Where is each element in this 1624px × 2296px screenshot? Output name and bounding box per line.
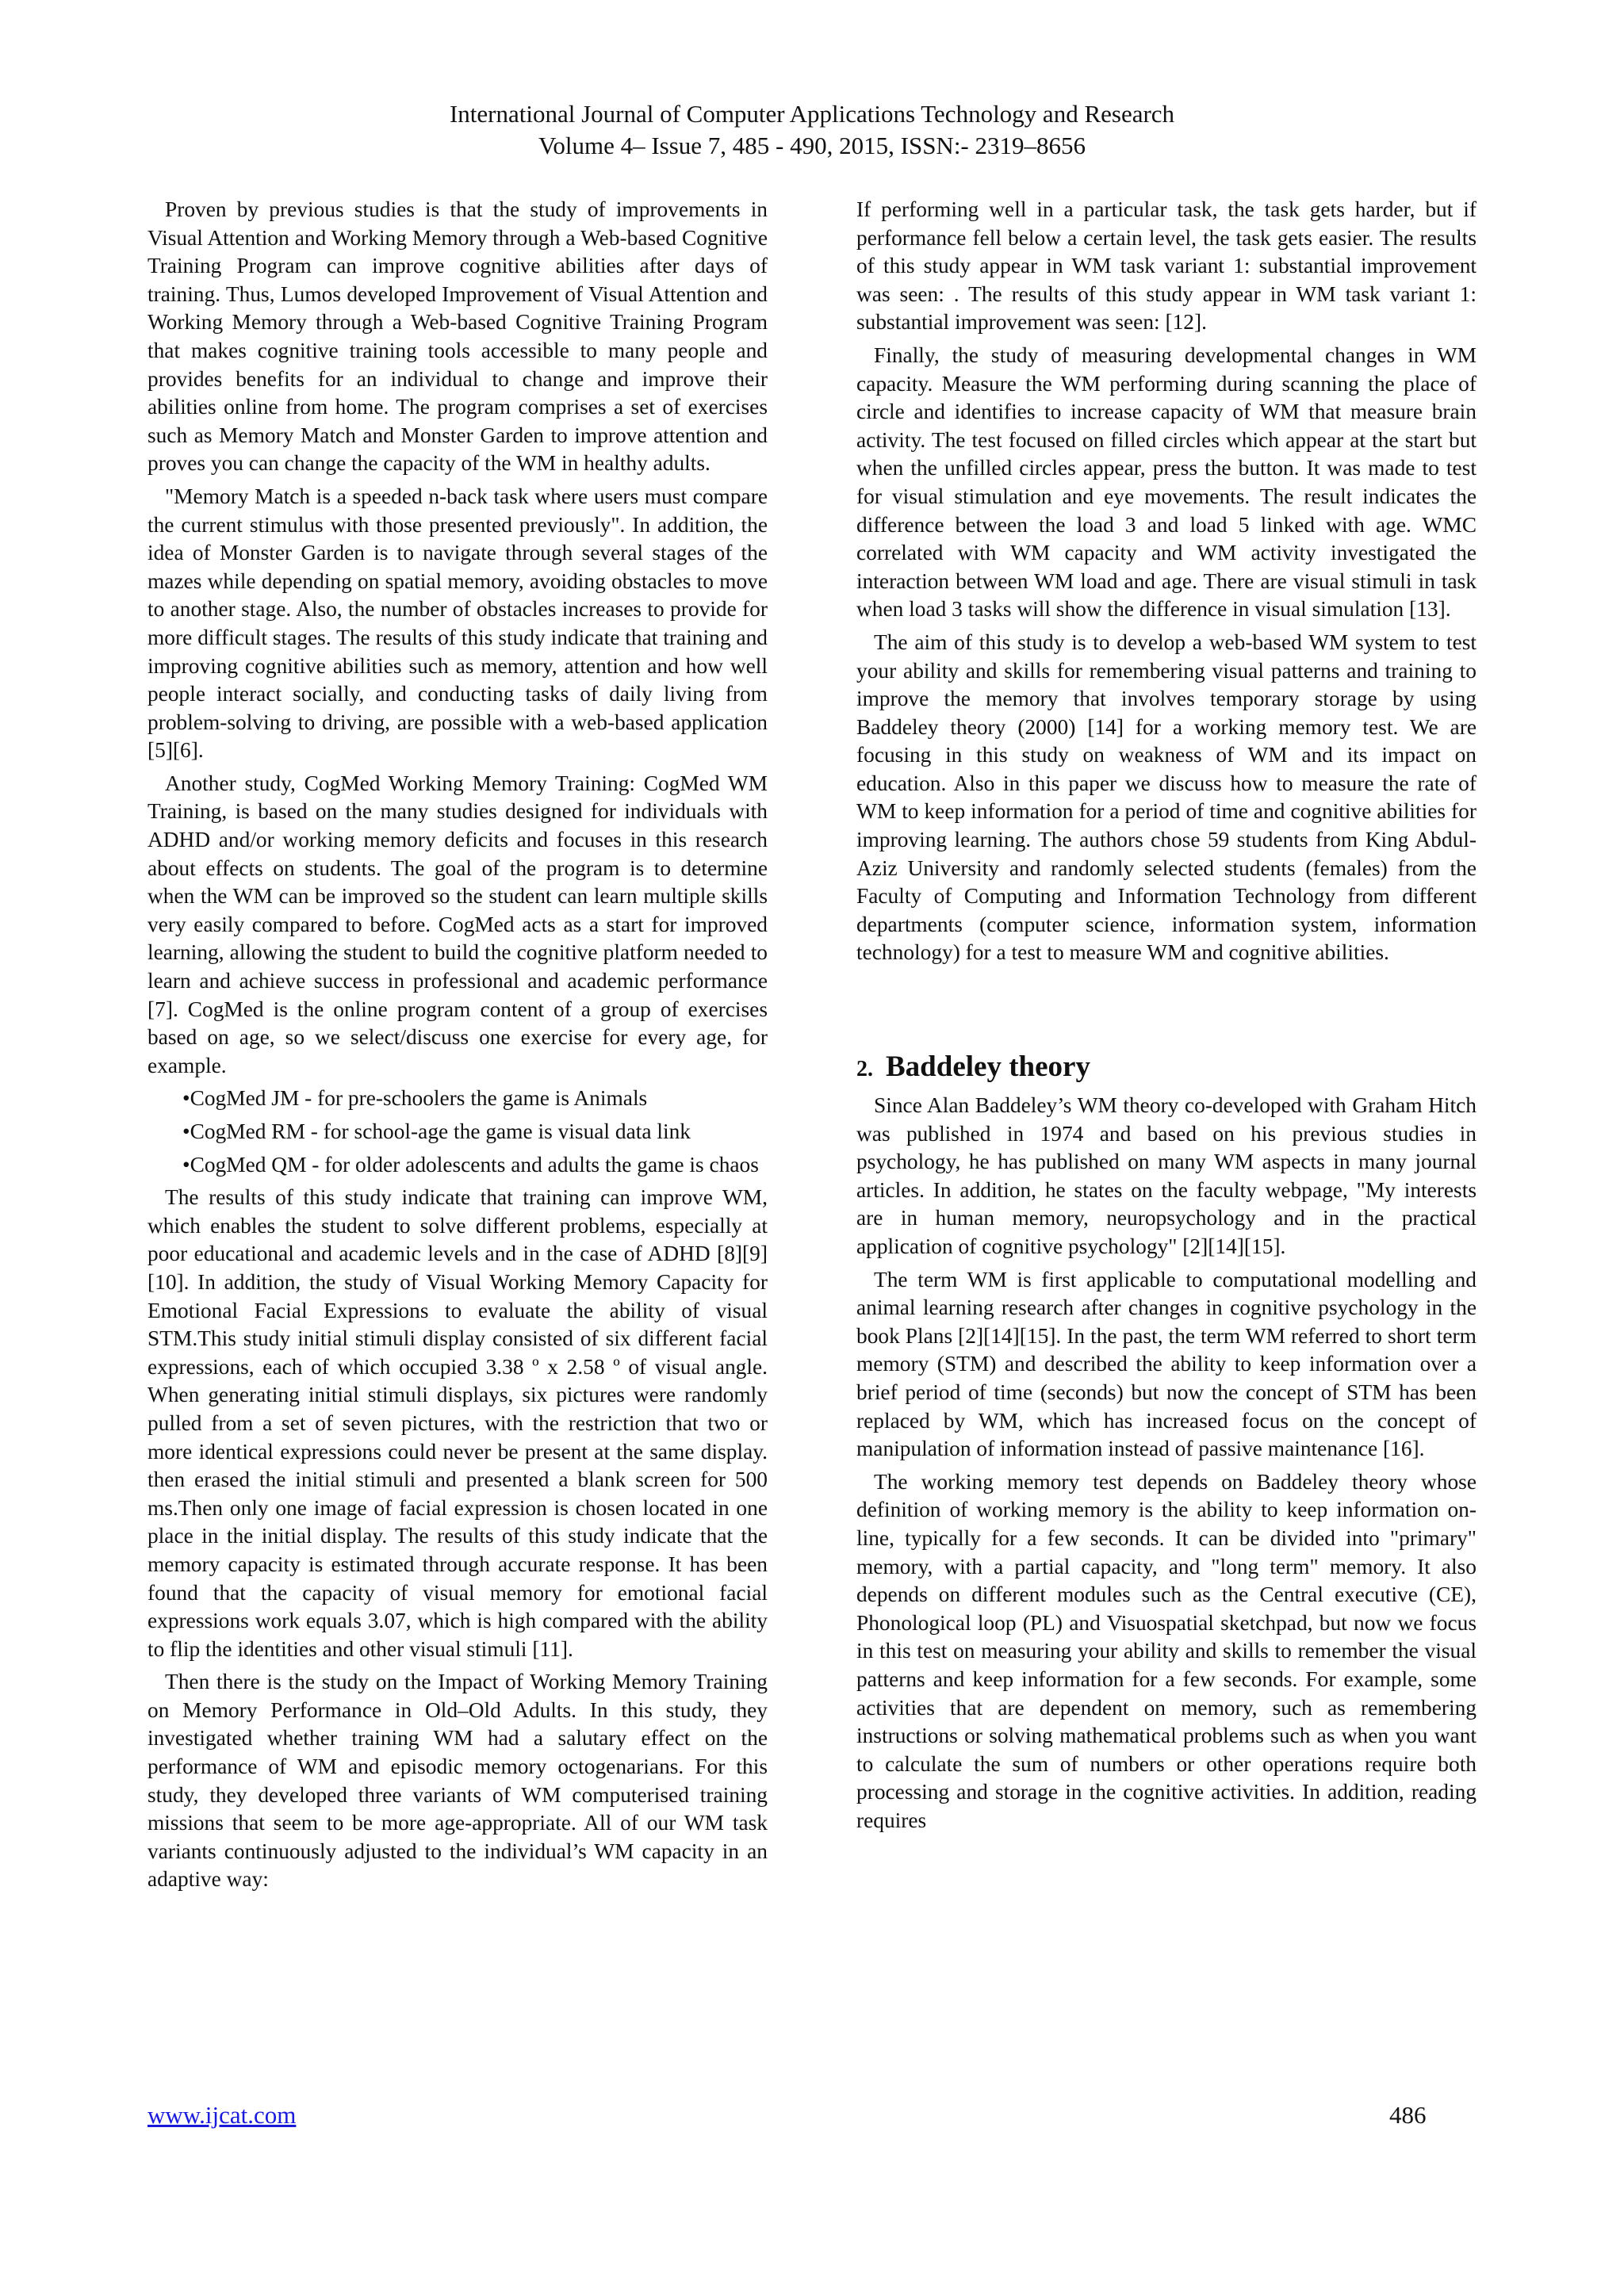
paragraph: If performing well in a particular task, the task gets harder, but if performance fell below a certain level, the task gets easier. The results of this study appear in WM task variant 1: substantial improvement was seen: . The results of this study appear in WM task variant 1: substantial improvement was seen: [12]. <box>856 197 1477 335</box>
section-title: Baddeley theory <box>886 1050 1090 1084</box>
paragraph: Since Alan Baddeley’s WM theory co-developed with Graham Hitch was published in 1974 and based on his previous studies in psychology, he has published on many WM aspects in many journal articles. In addition, he states on the faculty webpage, "My interests are in human memory, neuropsychology and in the practical application of cognitive psychology" [2][14][15]. <box>856 1093 1477 1258</box>
paragraph: Another study, CogMed Working Memory Training: CogMed WM Training, is based on the many studies designed for individuals with ADHD and/or working memory deficits and focuses in this research about effects on students. The goal of the program is to determine when the WM can be improved so the student can learn multiple skills very easily compared to before. CogMed acts as a start for improved learning, allowing the student to build the cognitive platform needed to learn and achieve success in professional and academic performance [7]. CogMed is the online program content of a group of exercises based on age, so we select/discuss one exercise for every age, for example. <box>147 771 768 1077</box>
paragraph: The term WM is first applicable to computational modelling and animal learning research after changes in cognitive psychology in the book Plans [2][14][15]. In the past, the term WM referred to short term memory (STM) and described the ability to keep information over a brief period of time (seconds) but now the concept of STM has been replaced by WM, which has increased focus on the concept of manipulation of information instead of passive maintenance [16]. <box>856 1267 1477 1461</box>
section-heading <box>856 1050 1477 1087</box>
paragraph: The results of this study indicate that training can improve WM, which enables the student to solve different problems, especially at poor educational and academic levels and in the case of ADHD [8][9][10]. In addition, the study of Visual Working Memory Capacity for Emotional Facial Expressions to evaluate the ability of visual STM.This study initial stimuli display consisted of six different facial expressions, each of which occupied 3.38 º x 2.58 º of visual angle. When generating initial stimuli displays, six pictures were randomly pulled from a set of seven pictures, with the restriction that two or more identical expressions could never be present at the same display. then erased the initial stimuli and presented a blank screen for 500 ms.Then only one image of facial expression is chosen located in one place in the initial display. The results of this study indicate that the memory capacity is estimated through accurate response. It has been found that the capacity of visual memory for emotional facial expressions work equals 3.07, which is high compared with the ability to flip the identities and other visual stimuli [11]. <box>147 1185 768 1661</box>
journal-header <box>0 98 1624 162</box>
bullet-item: •CogMed QM - for older adolescents and adults the game is chaos <box>182 1152 759 1177</box>
bullet-item: •CogMed JM - for pre-schoolers the game is Animals <box>182 1086 648 1111</box>
paragraph: "Memory Match is a speeded n-back task where users must compare the current stimulus with those presented previously". In addition, the idea of Monster Garden is to navigate through several stages of the mazes while depending on spatial memory, avoiding obstacles to move to another stage. Also, the number of obstacles increases to provide for more difficult stages. The results of this study indicate that training and improving cognitive abilities such as memory, attention and how well people interact socially, and conducting tasks of daily living from problem-solving to driving, are possible with a web-based application [5][6]. <box>147 484 768 763</box>
paragraph: Finally, the study of measuring developmental changes in WM capacity. Measure the WM performing during scanning the place of circle and identifies to increase capacity of WM that measure brain activity. The test focused on filled circles which appear at the start but when the unfilled circles appear, press the button. It was made to test for visual stimulation and eye movements. The result indicates the difference between the load 3 and load 5 linked with age. WMC correlated with WM capacity and WM activity investigated the interaction between WM load and age. There are visual stimuli in task when load 3 tasks will show the difference in visual simulation [13]. <box>856 342 1477 622</box>
paragraph: Proven by previous studies is that the study of improvements in Visual Attention and Working Memory through a Web-based Cognitive Training Program can improve cognitive abilities after days of training. Thus, Lumos developed Improvement of Visual Attention and Working Memory through a Web-based Cognitive Training Program that makes cognitive training tools accessible to many people and provides benefits for an individual to change and improve their abilities online from home. The program comprises a set of exercises such as Memory Match and Monster Garden to improve attention and proves you can change the capacity of the WM in healthy adults. <box>147 197 768 476</box>
paragraph: The aim of this study is to develop a web-based WM system to test your ability and skills for remembering visual patterns and training to improve the memory that involves temporary storage by using Baddeley theory (2000) [14] for a working memory test. We are focusing in this study on weakness of WM and its impact on education. Also in this paper we discuss how to measure the rate of WM to keep information for a period of time and cognitive abilities for improving learning. The authors chose 59 students from King Abdul-Aziz University and randomly selected students (females) from the Faculty of Computing and Information Technology from different departments (computer science, information system, information technology) for a test to measure WM and cognitive abilities. <box>856 629 1477 965</box>
paragraph: The working memory test depends on Baddeley theory whose definition of working memory is the ability to keep information on-line, typically for a few seconds. It can be divided into "primary" memory, with a partial capacity, and "long term" memory. It also depends on different modules such as the Central executive (CE), Phonological loop (PL) and Visuospatial sketchpad, but now we focus in this test on measuring your ability and skills to remember the visual patterns and keep information for a few seconds. For example, some activities that are dependent on memory, such as remembering instructions or solving mathematical problems such as when you want to calculate the sum of numbers or other operations require both processing and storage in the cognitive activities. In addition, reading requires <box>856 1469 1477 1832</box>
page-number: 486 <box>1389 2101 1427 2129</box>
journal-website-link[interactable]: www.ijcat.com <box>147 2101 297 2129</box>
right-column <box>856 196 1477 1839</box>
section-number: 2. <box>856 1057 873 1082</box>
journal-volume: Volume 4– Issue 7, 485 - 490, 2015, ISSN:- 2319–8656 <box>538 132 1086 159</box>
bullet-item: •CogMed RM - for school-age the game is visual data link <box>182 1119 691 1143</box>
paragraph: Then there is the study on the Impact of Working Memory Training on Memory Performance in Old–Old Adults. In this study, they investigated whether training WM had a salutary effect on the performance of WM and episodic memory octogenarians. For this study, they developed three variants of WM computerised training missions that seem to be more age-appropriate. All of our WM task variants continuously adjusted to the individual’s WM capacity in an adaptive way: <box>147 1670 768 1892</box>
left-column <box>147 196 768 1899</box>
journal-title: International Journal of Computer Applications Technology and Research <box>449 100 1175 128</box>
